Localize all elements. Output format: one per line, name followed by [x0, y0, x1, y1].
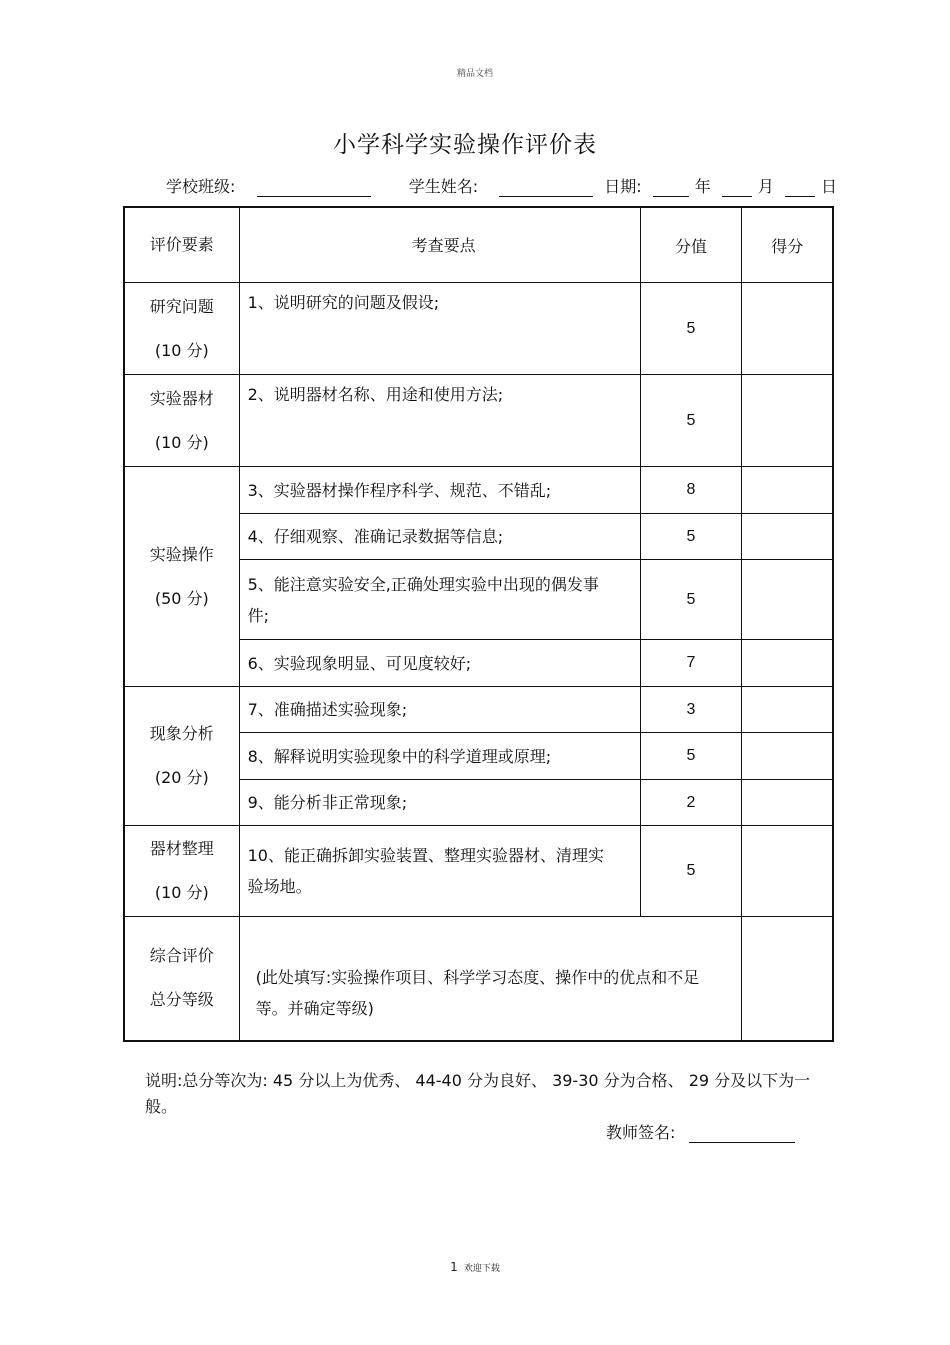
month-blank[interactable]: [722, 178, 752, 197]
score-input-cell[interactable]: [742, 640, 833, 687]
page-footer: [0, 1260, 950, 1274]
summary-label-1: 综合评价: [149, 946, 214, 966]
group-points: (10 分): [154, 432, 209, 452]
score-input-cell[interactable]: [742, 687, 833, 733]
group-points: (20 分): [154, 768, 209, 787]
summary-note[interactable]: (此处填写:实验操作项目、科学学习态度、操作中的优点和不足等。并确定等级): [239, 917, 742, 1041]
score-input-cell[interactable]: [742, 514, 833, 560]
group-cell: [124, 283, 239, 375]
item-text: 7、准确描述实验现象;: [239, 687, 640, 733]
table-row: [124, 375, 833, 467]
student-name-blank[interactable]: [499, 178, 593, 197]
explanation-text: 说明:总分等次为: 45 分以上为优秀、 44-40 分为良好、 39-30 分为合格、 29 分及以下为一般。: [145, 1071, 811, 1116]
group-name: 实验操作: [149, 544, 214, 564]
signature-blank[interactable]: [689, 1124, 795, 1143]
day-label: 日: [821, 177, 838, 196]
page-number: 1: [450, 1260, 458, 1274]
year-blank[interactable]: [653, 178, 689, 197]
table-header-row: [124, 207, 833, 283]
item-text: 5、能注意实验安全,正确处理实验中出现的偶发事件;: [239, 560, 640, 640]
signature-label: 教师签名:: [606, 1123, 676, 1142]
item-text: 10、能正确拆卸实验装置、整理实验器材、清理实验场地。: [239, 826, 640, 917]
group-name: 现象分析: [149, 724, 214, 743]
header-note: 精品文档: [456, 69, 493, 79]
evaluation-table: [123, 206, 834, 1042]
group-cell: [124, 467, 239, 687]
table-row: [124, 283, 833, 375]
group-cell: [124, 687, 239, 826]
header-score-value: 分值: [640, 207, 742, 283]
summary-grade-cell[interactable]: [742, 917, 833, 1041]
header-score: 得分: [742, 207, 833, 283]
school-class-blank[interactable]: [257, 178, 371, 197]
teacher-signature: [606, 1120, 795, 1143]
item-score: 8: [640, 467, 742, 514]
score-input-cell[interactable]: [742, 733, 833, 780]
group-name: 器材整理: [149, 839, 214, 858]
item-text: 8、解释说明实验现象中的科学道理或原理;: [239, 733, 640, 780]
day-blank[interactable]: [785, 178, 815, 197]
score-input-cell[interactable]: [742, 560, 833, 640]
table-row: [124, 687, 833, 733]
summary-row: [124, 917, 833, 1041]
score-input-cell[interactable]: [742, 375, 833, 467]
score-input-cell[interactable]: [742, 283, 833, 375]
item-score: 5: [640, 514, 742, 560]
group-points: (10 分): [154, 340, 209, 360]
group-cell: [124, 826, 239, 917]
item-text: 9、能分析非正常现象;: [239, 780, 640, 826]
school-class-label: 学校班级:: [166, 177, 236, 196]
student-name-label: 学生姓名:: [408, 177, 479, 196]
item-text: 1、说明研究的问题及假设;: [239, 283, 640, 375]
header-element: 评价要素: [124, 207, 239, 283]
table-row: [124, 826, 833, 917]
item-score: 5: [640, 826, 742, 917]
item-score: 5: [640, 733, 742, 780]
score-input-cell[interactable]: [742, 780, 833, 826]
group-name: 研究问题: [149, 296, 214, 316]
group-cell: [124, 375, 239, 467]
header-points: 考查要点: [239, 207, 640, 283]
item-text: 3、实验器材操作程序科学、规范、不错乱;: [239, 467, 640, 514]
group-name: 实验器材: [149, 388, 214, 408]
item-score: 3: [640, 687, 742, 733]
item-text: 6、实验现象明显、可见度较好;: [239, 640, 640, 687]
group-points: (50 分): [154, 588, 209, 608]
item-score: 5: [640, 375, 742, 467]
year-label: 年: [694, 177, 711, 196]
date-label: 日期:: [604, 177, 642, 196]
month-label: 月: [757, 177, 774, 196]
score-input-cell[interactable]: [742, 826, 833, 917]
item-text: 4、仔细观察、准确记录数据等信息;: [239, 514, 640, 560]
summary-label-cell: [124, 917, 239, 1041]
summary-label-2: 总分等级: [149, 990, 214, 1010]
group-points: (10 分): [154, 883, 209, 902]
table-row: [124, 467, 833, 514]
footer-text: 欢迎下载: [463, 1264, 500, 1274]
info-row: [166, 174, 837, 197]
score-input-cell[interactable]: [742, 467, 833, 514]
page-title: 小学科学实验操作评价表: [333, 132, 597, 158]
item-text: 2、说明器材名称、用途和使用方法;: [239, 375, 640, 467]
item-score: 5: [640, 283, 742, 375]
item-score: 2: [640, 780, 742, 826]
item-score: 5: [640, 560, 742, 640]
item-score: 7: [640, 640, 742, 687]
